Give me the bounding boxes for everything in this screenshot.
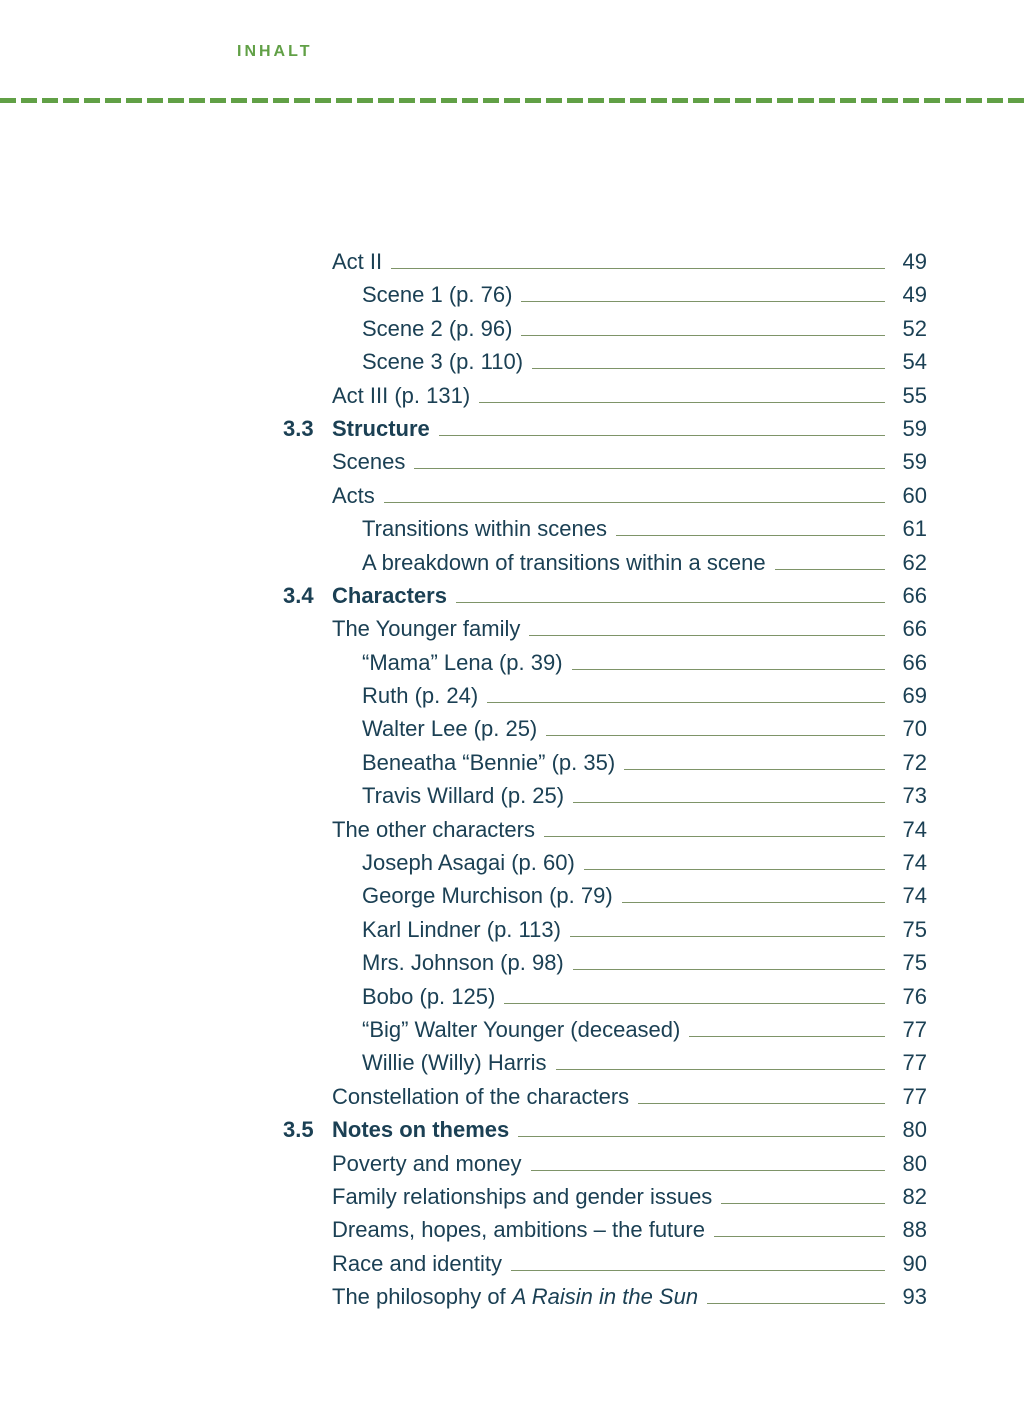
toc-label-text: The other characters [332, 816, 535, 842]
toc-label-text: Walter Lee (p. 25) [362, 716, 538, 742]
toc-label-text: Scene 3 (p. 110) [362, 349, 524, 375]
leader-line [414, 468, 885, 469]
toc-page-number: 61 [902, 516, 927, 542]
toc-row [283, 813, 927, 846]
toc-page-number: 66 [902, 582, 927, 608]
toc-row [283, 1113, 927, 1146]
toc-row [283, 1080, 927, 1113]
toc-entry-label [362, 879, 613, 912]
toc-entry-label [362, 646, 563, 679]
toc-entry-label [362, 712, 537, 745]
toc-label-text: Structure [332, 415, 430, 441]
leader-line [689, 1036, 885, 1037]
dashed-divider [0, 98, 1024, 103]
leader-line [504, 1003, 885, 1004]
toc-page-number: 93 [902, 1284, 927, 1310]
toc-row [283, 1046, 927, 1079]
toc-row [283, 312, 927, 345]
toc-row [283, 612, 927, 645]
toc-row [283, 746, 927, 779]
leader-line [546, 735, 885, 736]
toc-page-number: 69 [902, 683, 927, 709]
leader-line [638, 1103, 885, 1104]
toc-row [283, 579, 927, 612]
toc-label-text: Notes on themes [332, 1117, 510, 1143]
toc-label-text: “Mama” Lena (p. 39) [362, 649, 563, 675]
leader-line [532, 368, 885, 369]
toc-label-text: Act II [332, 249, 383, 274]
toc-list [0, 245, 1024, 1314]
toc-page-number: 88 [902, 1217, 927, 1243]
toc-entry-label [332, 1147, 522, 1180]
toc-page-number: 49 [902, 249, 927, 274]
toc-entry-label [332, 379, 470, 412]
toc-page-number: 73 [902, 783, 927, 809]
toc-entry-label [332, 1180, 712, 1213]
toc-label-text: Family relationships and gender issues [332, 1183, 713, 1209]
toc-label-text: Dreams, hopes, ambitions – the future [332, 1217, 705, 1243]
leader-line [775, 569, 885, 570]
toc-label-text: Transitions within scenes [362, 516, 607, 542]
toc-entry-label [332, 612, 520, 645]
toc-entry-label [332, 1080, 629, 1113]
leader-line [531, 1170, 885, 1171]
toc-section-number: 3.5 [283, 1117, 314, 1143]
leader-line [544, 836, 885, 837]
leader-line [521, 335, 885, 336]
toc-row [283, 846, 927, 879]
toc-entry-label [362, 946, 564, 979]
toc-label-text: Constellation of the characters [332, 1083, 630, 1109]
leader-line [521, 301, 885, 302]
toc-entry-label [362, 679, 478, 712]
toc-entry-label [362, 980, 495, 1013]
toc-row [283, 1247, 927, 1280]
toc-page-number: 82 [902, 1183, 927, 1209]
toc-label-text: Willie (Willy) Harris [362, 1050, 547, 1076]
leader-line [622, 902, 885, 903]
toc-row [283, 946, 927, 979]
toc-page-number: 76 [902, 983, 927, 1009]
toc-label-text: Act III (p. 131) [332, 382, 471, 408]
toc-label-text: Scenes [332, 449, 406, 475]
toc-page-number: 59 [902, 415, 927, 441]
toc-label-text: A breakdown of transitions within a scene [362, 549, 766, 575]
leader-line [456, 602, 885, 603]
leader-line [529, 635, 885, 636]
toc-section-number: 3.4 [283, 582, 314, 608]
toc-entry-label [362, 512, 607, 545]
toc-page-number: 54 [902, 349, 927, 375]
toc-page-number: 74 [902, 850, 927, 876]
leader-line [721, 1203, 885, 1204]
toc-row [283, 1280, 927, 1313]
toc-label-text: Scene 2 (p. 96) [362, 315, 513, 341]
toc-entry-label [332, 813, 535, 846]
toc-page-number: 75 [902, 916, 927, 942]
toc-row [283, 879, 927, 912]
page-title: INHALT [237, 43, 313, 60]
toc-label-text: The Younger family [332, 616, 521, 642]
toc-label-text: Characters [332, 582, 447, 608]
toc-section-number: 3.3 [283, 415, 314, 441]
leader-line [573, 969, 885, 970]
toc-entry-label [332, 479, 375, 512]
toc-label-text: The philosophy of [332, 1284, 512, 1310]
toc-row [283, 479, 927, 512]
toc-row [283, 1013, 927, 1046]
toc-entry-label [362, 312, 512, 345]
toc-entry-label [362, 546, 766, 579]
toc-label-text: Mrs. Johnson (p. 98) [362, 950, 564, 976]
toc-page-number: 77 [902, 1016, 927, 1042]
toc-label-text: Karl Lindner (p. 113) [362, 916, 561, 942]
toc-page-number: 70 [902, 716, 927, 742]
toc-page-number: 66 [902, 616, 927, 642]
toc-row [283, 779, 927, 812]
toc-row [283, 445, 927, 478]
toc-entry-label [332, 1280, 698, 1313]
toc-row [283, 980, 927, 1013]
toc-row [283, 379, 927, 412]
leader-line [584, 869, 885, 870]
toc-entry-label [332, 245, 382, 278]
toc-label-italic: A Raisin in the Sun [511, 1284, 699, 1310]
leader-line [556, 1069, 885, 1070]
toc-row [283, 245, 927, 278]
toc-page-number: 52 [902, 315, 927, 341]
toc-page-number: 59 [902, 449, 927, 475]
toc-page-number: 62 [902, 549, 927, 575]
leader-line [479, 402, 885, 403]
toc-entry-label [362, 846, 575, 879]
toc-label-text: George Murchison (p. 79) [362, 883, 613, 909]
toc-row [283, 913, 927, 946]
toc-entry-label [332, 1113, 509, 1146]
toc-label-text: Race and identity [332, 1250, 502, 1276]
toc-label-text: Ruth (p. 24) [362, 683, 479, 709]
toc-entry-label [362, 345, 523, 378]
toc-page-number: 72 [902, 749, 927, 775]
toc-row [283, 278, 927, 311]
toc-entry-label [332, 445, 405, 478]
leader-line [714, 1236, 885, 1237]
leader-line [573, 802, 885, 803]
toc-page-number: 74 [902, 816, 927, 842]
toc-row [283, 546, 927, 579]
leader-line [572, 669, 885, 670]
toc-entry-label [332, 1213, 705, 1246]
leader-line [384, 502, 885, 503]
toc-label-text: Travis Willard (p. 25) [362, 783, 565, 809]
toc-entry-label [362, 1013, 680, 1046]
toc-label-text: Poverty and money [332, 1150, 522, 1176]
toc-row [283, 1213, 927, 1246]
toc-page-number: 80 [902, 1150, 927, 1176]
toc-entry-label [332, 412, 430, 445]
leader-line [624, 769, 885, 770]
toc-row [283, 345, 927, 378]
toc-label-text: Joseph Asagai (p. 60) [362, 850, 575, 876]
toc-page-number: 90 [902, 1250, 927, 1276]
leader-line [570, 936, 885, 937]
toc-label-text: Acts [332, 482, 375, 508]
toc-row [283, 646, 927, 679]
toc-entry-label [332, 1247, 502, 1280]
toc-entry-label [362, 746, 615, 779]
toc-page-number: 77 [902, 1050, 927, 1076]
toc-page-number: 80 [902, 1117, 927, 1143]
toc-row [283, 1180, 927, 1213]
toc-row [283, 679, 927, 712]
leader-line [391, 268, 885, 269]
leader-line [439, 435, 885, 436]
leader-line [511, 1270, 885, 1271]
toc-page-number: 55 [902, 382, 927, 408]
toc-row [283, 1147, 927, 1180]
toc-page-number: 60 [902, 482, 927, 508]
toc-label-text: Scene 1 (p. 76) [362, 282, 513, 308]
toc-page-number: 66 [902, 649, 927, 675]
toc-entry-label [362, 1046, 547, 1079]
toc-page-number: 75 [902, 950, 927, 976]
toc-entry-label [362, 779, 564, 812]
toc-label-text: “Big” Walter Younger (deceased) [362, 1016, 681, 1042]
toc-entry-label [362, 278, 512, 311]
leader-line [616, 535, 885, 536]
toc-entry-label [332, 579, 447, 612]
toc-page-number: 74 [902, 883, 927, 909]
toc-entry-label [362, 913, 561, 946]
toc-label-text: Bobo (p. 125) [362, 983, 496, 1009]
leader-line [518, 1136, 885, 1137]
toc-page-number: 77 [902, 1083, 927, 1109]
toc-row [283, 712, 927, 745]
toc-label-text: Beneatha “Bennie” (p. 35) [362, 749, 616, 775]
leader-line [487, 702, 885, 703]
toc-row [283, 412, 927, 445]
leader-line [707, 1303, 885, 1304]
toc-page-number: 49 [902, 282, 927, 308]
toc-row [283, 512, 927, 545]
